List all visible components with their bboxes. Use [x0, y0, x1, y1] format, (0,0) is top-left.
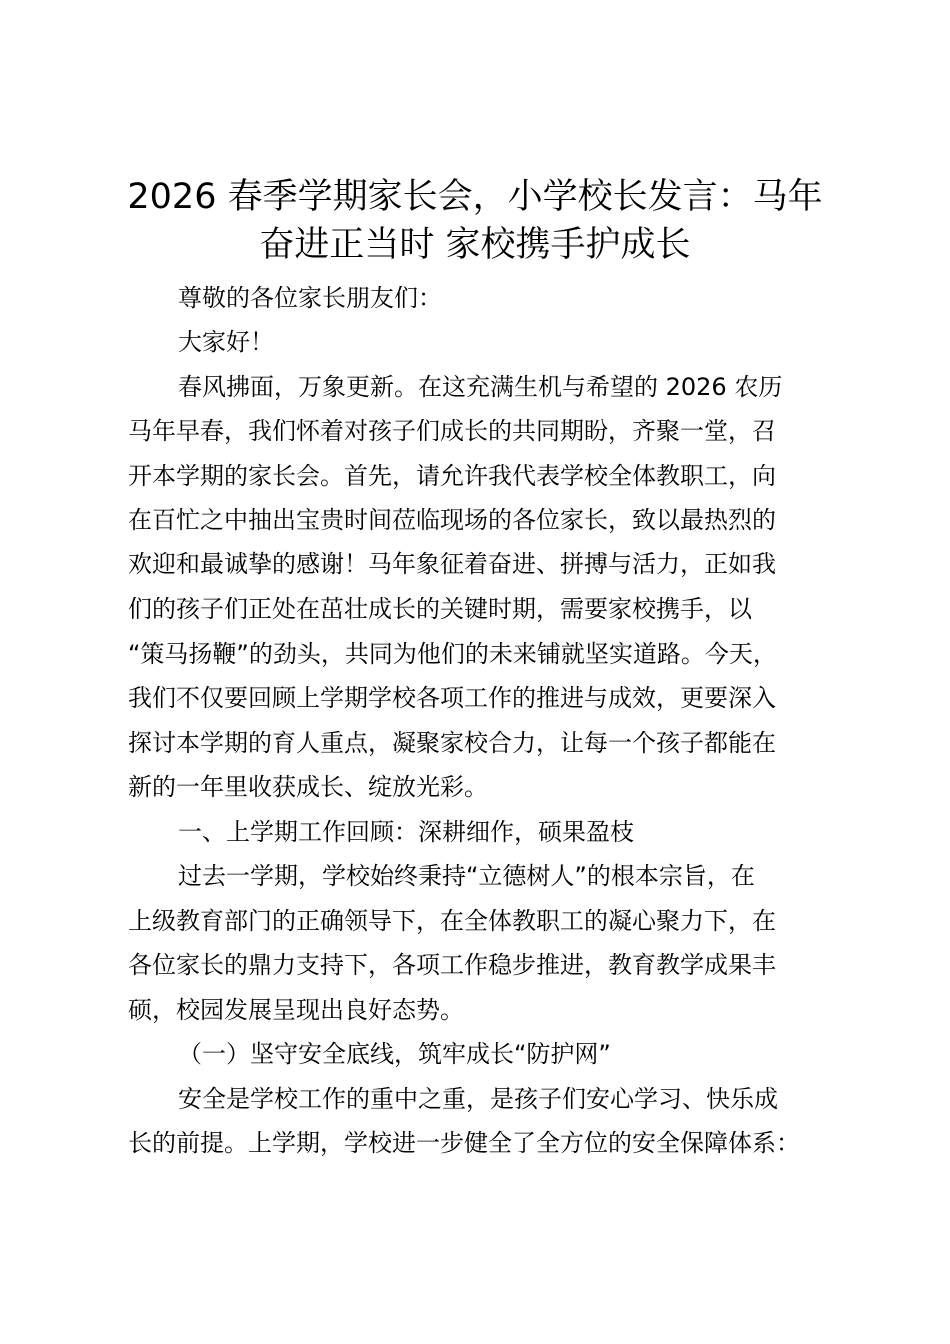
paragraph-line: 硕，校园发展呈现出良好态势。 — [128, 996, 464, 1024]
paragraph-line: 我们不仅要回顾上学期学校各项工作的推进与成效，更要深入 — [128, 684, 776, 712]
paragraph-line: 探讨本学期的育人重点，凝聚家校合力，让每一个孩子都能在 — [128, 729, 776, 757]
document-title-line-2: 奋进正当时 家校携手护成长 — [259, 225, 691, 265]
paragraph-line: 春风拂面，万象更新。在这充满生机与希望的 2026 农历 — [178, 373, 783, 401]
paragraph-line: “策马扬鞭”的劲头，共同为他们的未来铺就坚实道路。今天， — [128, 640, 777, 668]
paragraph-line: 长的前提。上学期，学校进一步健全了全方位的安全保障体系： — [128, 1129, 800, 1157]
paragraph-line: 们的孩子们正处在茁壮成长的关键时期，需要家校携手，以 — [128, 595, 752, 623]
paragraph-line: 过去一学期，学校始终秉持“立德树人”的根本宗旨，在 — [178, 862, 755, 890]
salutation: 尊敬的各位家长朋友们： — [178, 284, 442, 312]
paragraph-line: 在百忙之中抽出宝贵时间莅临现场的各位家长，致以最热烈的 — [128, 506, 776, 534]
section-heading: 一、上学期工作回顾：深耕细作，硕果盈枝 — [178, 818, 634, 846]
subsection-heading: （一）坚守安全底线，筑牢成长“防护网” — [178, 1040, 611, 1068]
paragraph-line: 开本学期的家长会。首先，请允许我代表学校全体教职工，向 — [128, 462, 776, 490]
paragraph-line: 欢迎和最诚挚的感谢！马年象征着奋进、拼搏与活力，正如我 — [128, 550, 776, 578]
paragraph-line: 新的一年里收获成长、绽放光彩。 — [128, 773, 488, 801]
paragraph-line: 安全是学校工作的重中之重，是孩子们安心学习、快乐成 — [178, 1085, 778, 1113]
paragraph-line: 上级教育部门的正确领导下，在全体教职工的凝心聚力下，在 — [128, 907, 776, 935]
paragraph-line: 各位家长的鼎力支持下，各项工作稳步推进，教育教学成果丰 — [128, 951, 776, 979]
paragraph-line: 马年早春，我们怀着对孩子们成长的共同期盼，齐聚一堂，召 — [128, 417, 776, 445]
document-title-line-1: 2026 春季学期家长会，小学校长发言：马年 — [127, 177, 823, 217]
greeting: 大家好！ — [178, 328, 274, 356]
